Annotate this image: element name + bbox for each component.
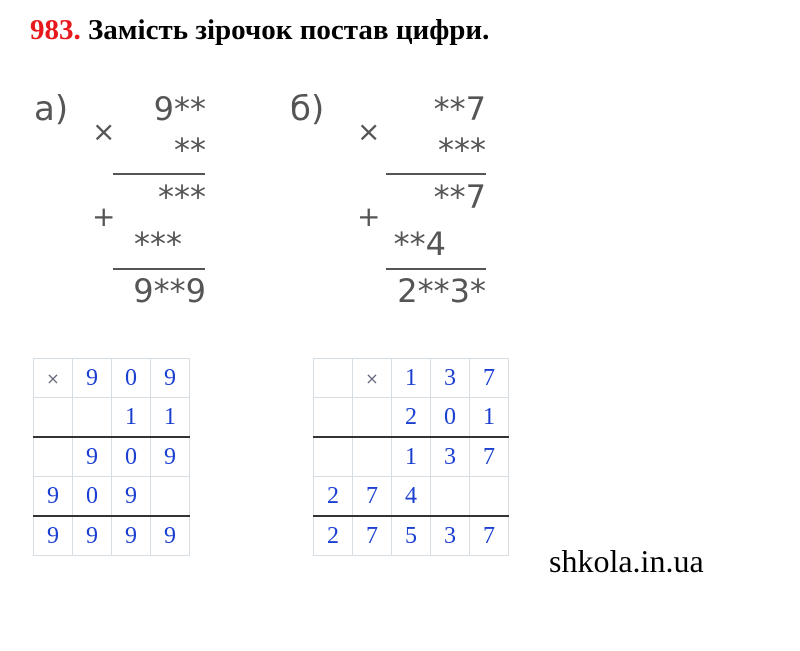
- grid-cell: 7: [353, 516, 392, 556]
- grid-cell: [73, 398, 112, 438]
- grid-cell: [353, 437, 392, 477]
- problem-b-partial-product-2: **4: [393, 225, 446, 263]
- multiply-sign: ×: [353, 359, 392, 398]
- plus-sign: +: [357, 200, 381, 233]
- problem-b-multiplier: ***: [438, 131, 486, 169]
- grid-row: [34, 359, 190, 398]
- problem-b-label: б): [290, 89, 325, 129]
- problem-b-result: 2**3*: [397, 272, 486, 310]
- grid-cell: [314, 437, 353, 477]
- problem-a-product-line: [113, 173, 205, 175]
- grid-cell: 0: [73, 477, 112, 517]
- grid-cell: 7: [470, 359, 509, 398]
- grid-cell: 2: [314, 477, 353, 517]
- grid-cell: 9: [34, 516, 73, 556]
- problem-b-product-line: [386, 173, 486, 175]
- problem-a-label: а): [34, 89, 69, 129]
- solution-b-grid: [313, 358, 509, 556]
- grid-cell: 7: [470, 516, 509, 556]
- problem-a-partial-product-2: ***: [134, 225, 182, 263]
- problem-b-multiplicand: **7: [433, 90, 486, 128]
- problem-a-result: 9**9: [133, 272, 206, 310]
- grid-cell: 9: [112, 477, 151, 517]
- grid-row: [314, 477, 509, 517]
- grid-cell: 9: [151, 516, 190, 556]
- grid-cell: 9: [112, 516, 151, 556]
- grid-cell: [470, 477, 509, 517]
- grid-cell: 4: [392, 477, 431, 517]
- grid-row: [34, 437, 190, 477]
- grid-cell: 1: [392, 359, 431, 398]
- site-watermark: shkola.in.ua: [549, 543, 704, 579]
- grid-cell: [314, 359, 353, 398]
- problem-a-multiplicand: 9**: [153, 90, 206, 128]
- grid-cell: [151, 477, 190, 517]
- problem-a-partial-product-1: ***: [158, 178, 206, 216]
- exercise-title: [30, 14, 489, 47]
- problem-b-partial-product-1: **7: [433, 178, 486, 216]
- grid-cell: 1: [112, 398, 151, 438]
- grid-cell: [431, 477, 470, 517]
- grid-cell: 9: [151, 437, 190, 477]
- grid-cell: 3: [431, 437, 470, 477]
- grid-cell: 3: [431, 359, 470, 398]
- plus-sign: +: [92, 200, 116, 233]
- grid-cell: 1: [151, 398, 190, 438]
- grid-cell: 9: [73, 437, 112, 477]
- problem-a-sum-line: [113, 268, 205, 270]
- grid-row: [314, 398, 509, 438]
- grid-cell: 5: [392, 516, 431, 556]
- grid-row: [34, 477, 190, 517]
- grid-row: [34, 398, 190, 438]
- problem-b-sum-line: [386, 268, 486, 270]
- grid-cell: 0: [112, 359, 151, 398]
- grid-cell: 2: [392, 398, 431, 438]
- grid-cell: 0: [112, 437, 151, 477]
- grid-cell: 9: [34, 477, 73, 517]
- grid-cell: [34, 437, 73, 477]
- grid-cell: 9: [73, 359, 112, 398]
- grid-cell: 9: [151, 359, 190, 398]
- grid-cell: 7: [353, 477, 392, 517]
- grid-cell: 3: [431, 516, 470, 556]
- grid-cell: 9: [73, 516, 112, 556]
- grid-cell: 1: [470, 398, 509, 438]
- grid-cell: 2: [314, 516, 353, 556]
- grid-cell: [353, 398, 392, 438]
- grid-cell: 1: [392, 437, 431, 477]
- grid-row: [34, 516, 190, 556]
- multiply-sign: ×: [357, 115, 381, 148]
- grid-cell: [34, 398, 73, 438]
- grid-cell: 7: [470, 437, 509, 477]
- grid-row: [314, 437, 509, 477]
- exercise-number: 983.: [30, 14, 81, 46]
- exercise-text: Замість зірочок постав цифри.: [88, 14, 490, 46]
- multiply-sign: ×: [34, 359, 73, 398]
- grid-row: [314, 516, 509, 556]
- grid-cell: [314, 398, 353, 438]
- grid-cell: 0: [431, 398, 470, 438]
- grid-row: [314, 359, 509, 398]
- solution-a-grid: [33, 358, 190, 556]
- problem-a-multiplier: **: [174, 131, 206, 169]
- multiply-sign: ×: [92, 115, 116, 148]
